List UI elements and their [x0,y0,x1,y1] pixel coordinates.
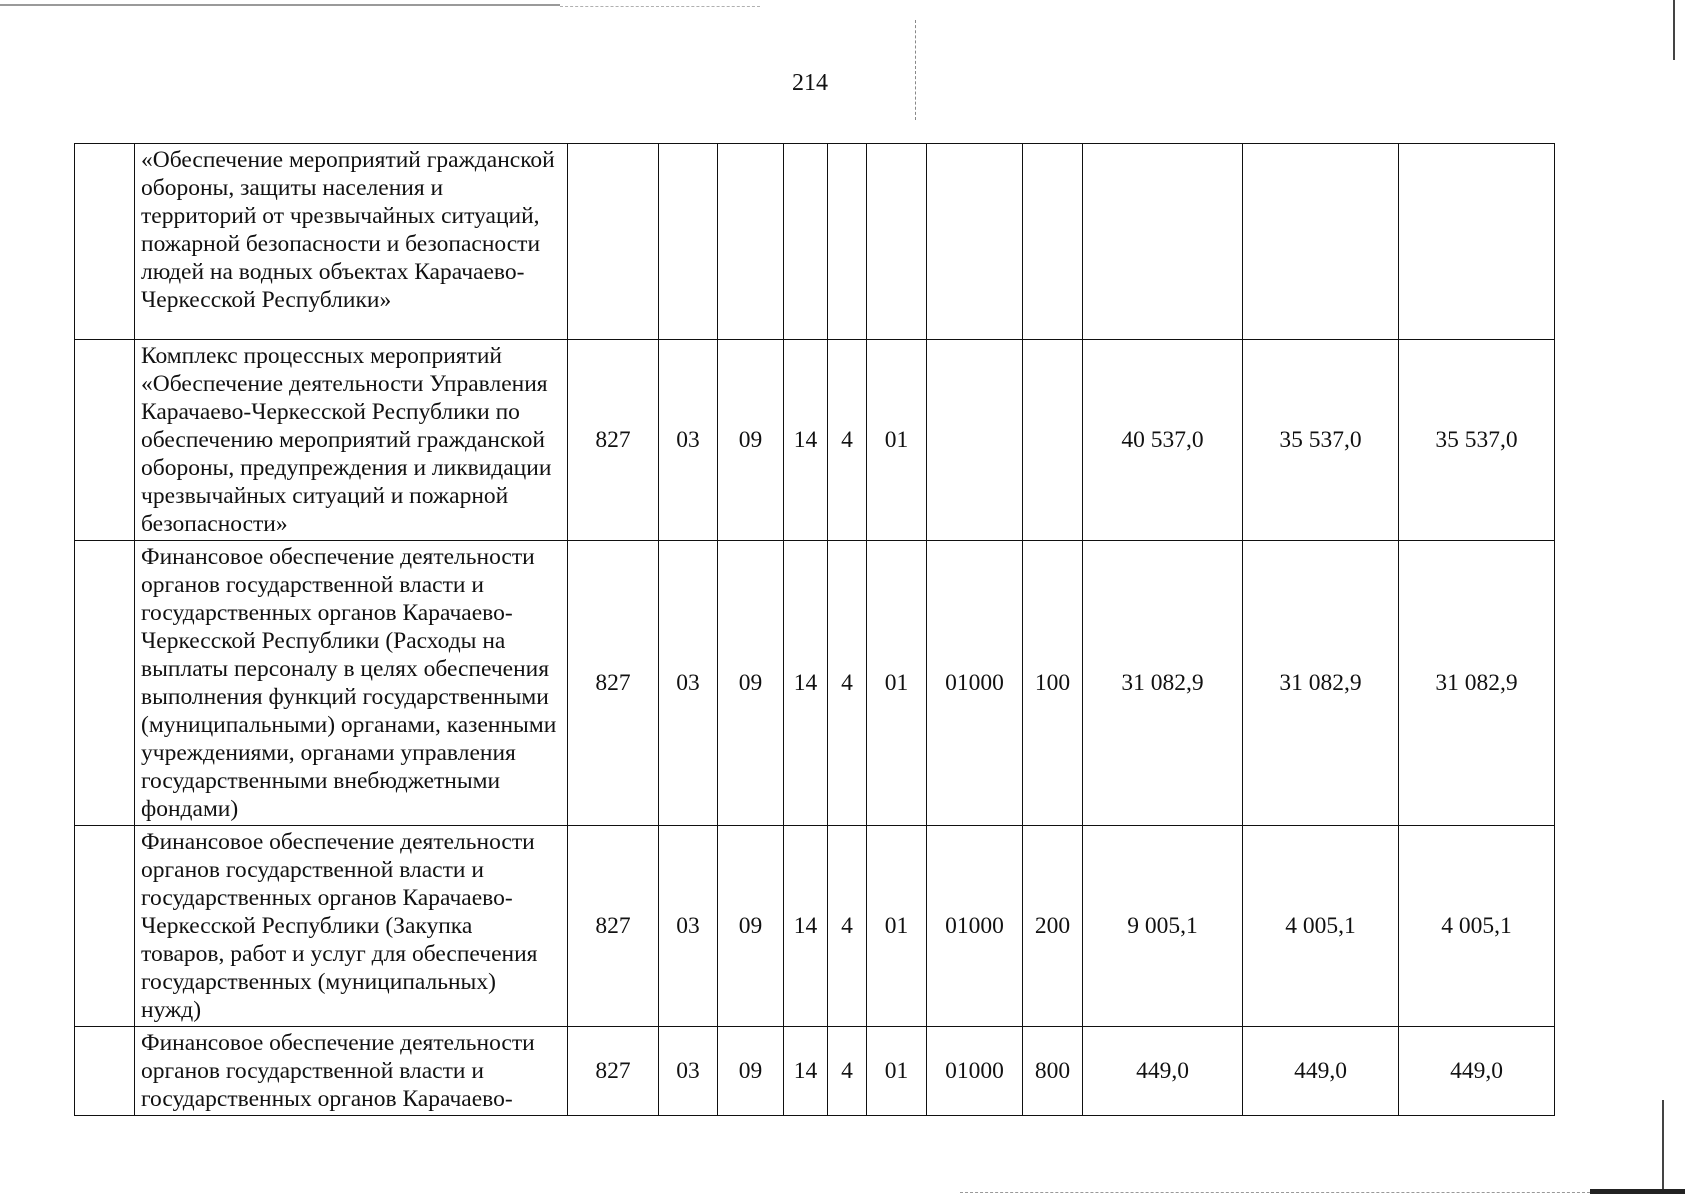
vr-cell: 800 [1023,1027,1083,1116]
pr-cell: 09 [718,541,784,826]
row-number-cell [75,340,135,541]
cs4-cell: 01000 [927,1027,1023,1116]
table-row [75,1027,1555,1116]
sum1-cell [1083,144,1243,340]
cs1-cell [784,144,828,340]
sum1-cell: 9 005,1 [1083,826,1243,1027]
table-row [75,144,1555,340]
sum3-cell: 449,0 [1399,1027,1555,1116]
ved-cell: 827 [568,541,659,826]
sum2-cell: 35 537,0 [1243,340,1399,541]
table-row [75,826,1555,1027]
ved-cell: 827 [568,826,659,1027]
cs1-cell: 14 [784,1027,828,1116]
sum1-cell: 40 537,0 [1083,340,1243,541]
rz-cell: 03 [659,826,718,1027]
cs2-cell: 4 [828,826,867,1027]
sum3-cell: 4 005,1 [1399,826,1555,1027]
description-cell: Комплекс процессных мероприятий «Обеспечение деятельности Управления Карачаево-Черкесской Республики по обеспечению мероприятий гражданской обороны, предупреждения и ликвидации чрезвычайных ситуаций и пожарной безопасности» [135,340,568,541]
cs2-cell [828,144,867,340]
row-number-cell [75,1027,135,1116]
cs3-cell: 01 [867,1027,927,1116]
rz-cell: 03 [659,1027,718,1116]
rz-cell [659,144,718,340]
description-cell: Финансовое обеспечение деятельности органов государственной власти и государственных органов Карачаево-Черкесской Республики (Закупка товаров, работ и услуг для обеспечения государственных (муниципальных) нужд) [135,826,568,1027]
row-number-cell [75,541,135,826]
cs1-cell: 14 [784,541,828,826]
row-number-cell [75,144,135,340]
cs2-cell: 4 [828,340,867,541]
pr-cell [718,144,784,340]
cs4-cell: 01000 [927,826,1023,1027]
scan-artifact [0,4,560,6]
cs3-cell: 01 [867,826,927,1027]
sum3-cell: 31 082,9 [1399,541,1555,826]
budget-table [74,143,1555,1116]
description-cell: Финансовое обеспечение деятельности органов государственной власти и государственных органов Карачаево- [135,1027,568,1116]
ved-cell: 827 [568,340,659,541]
cs3-cell: 01 [867,340,927,541]
pr-cell: 09 [718,340,784,541]
vr-cell [1023,144,1083,340]
cs1-cell: 14 [784,340,828,541]
cs4-cell: 01000 [927,541,1023,826]
cs4-cell [927,340,1023,541]
scan-artifact [915,20,916,120]
sum1-cell: 449,0 [1083,1027,1243,1116]
pr-cell: 09 [718,826,784,1027]
description-cell: «Обеспечение мероприятий гражданской обороны, защиты населения и территорий от чрезвычайных ситуаций, пожарной безопасности и безопасности людей на водных объектах Карачаево-Черкесской Республики» [135,144,568,340]
row-number-cell [75,826,135,1027]
scan-artifact [960,1192,1590,1193]
scan-artifact [1590,1189,1685,1194]
sum1-cell: 31 082,9 [1083,541,1243,826]
rz-cell: 03 [659,340,718,541]
cs2-cell: 4 [828,1027,867,1116]
sum3-cell [1399,144,1555,340]
vr-cell: 200 [1023,826,1083,1027]
rz-cell: 03 [659,541,718,826]
page-number: 214 [792,70,828,96]
vr-cell [1023,340,1083,541]
table-body [75,144,1555,1116]
sum2-cell: 4 005,1 [1243,826,1399,1027]
cs3-cell [867,144,927,340]
sum3-cell: 35 537,0 [1399,340,1555,541]
sum2-cell: 449,0 [1243,1027,1399,1116]
table-row [75,340,1555,541]
scan-artifact [560,6,760,8]
sum2-cell [1243,144,1399,340]
cs2-cell: 4 [828,541,867,826]
sum2-cell: 31 082,9 [1243,541,1399,826]
ved-cell [568,144,659,340]
scan-artifact [1673,0,1675,60]
vr-cell: 100 [1023,541,1083,826]
scan-artifact [1662,1100,1664,1190]
cs3-cell: 01 [867,541,927,826]
cs1-cell: 14 [784,826,828,1027]
pr-cell: 09 [718,1027,784,1116]
description-cell: Финансовое обеспечение деятельности органов государственной власти и государственных органов Карачаево-Черкесской Республики (Расходы на выплаты персоналу в целях обеспечения выполнения функций государственными (муниципальными) органами, казенными учреждениями, органами управления государственными внебюджетными фондами) [135,541,568,826]
ved-cell: 827 [568,1027,659,1116]
table-row [75,541,1555,826]
cs4-cell [927,144,1023,340]
